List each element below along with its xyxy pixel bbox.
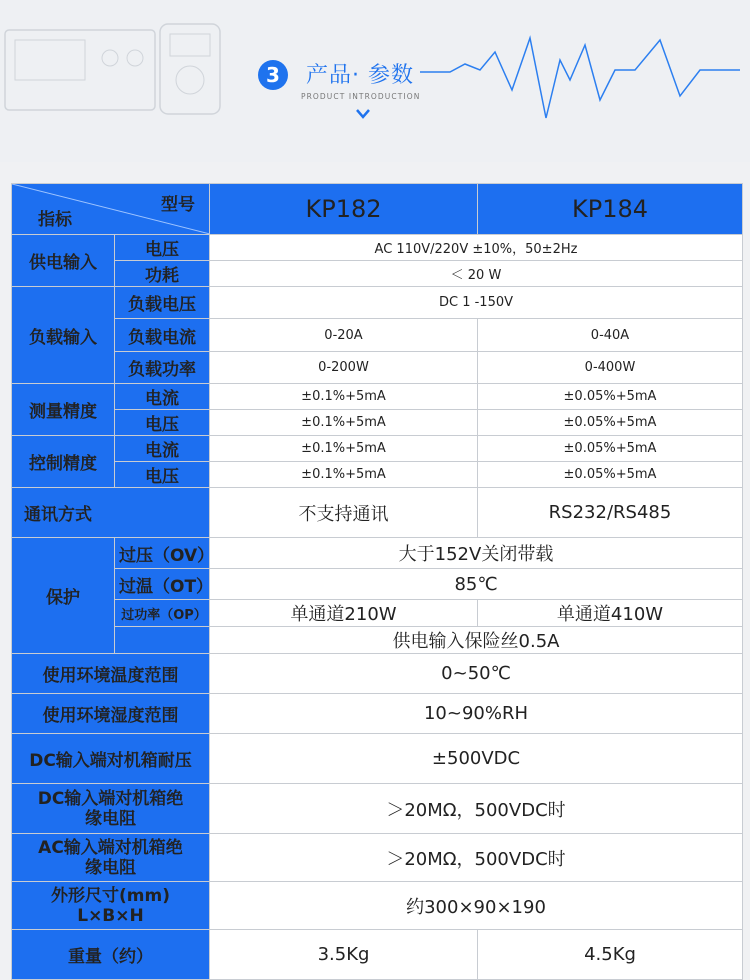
dimensions-label-line2: L×B×H	[77, 905, 144, 926]
communication-kp184: RS232/RS485	[478, 488, 743, 538]
dc-withstand-value: ±500VDC	[210, 734, 743, 784]
weight-kp182: 3.5Kg	[210, 930, 478, 980]
dc-withstand-label: DC输入端对机箱耐压	[12, 734, 210, 784]
dc-insulation-value: ＞20MΩ，500VDC时	[210, 784, 743, 834]
protection-op-kp184: 单通道410W	[478, 600, 743, 627]
section-number-badge: 3	[258, 60, 288, 90]
section-title: 产品· 参数	[306, 63, 414, 88]
load-voltage-value: DC 1 -150V	[210, 287, 743, 319]
load-power-kp184: 0-400W	[478, 352, 743, 384]
model-kp182: KP182	[210, 184, 478, 235]
dimensions-label-line1: 外形尺寸(mm)	[51, 885, 170, 906]
protection-ot-label: 过温（OT）	[115, 569, 210, 600]
protection-ov-value: 大于152V关闭带载	[210, 538, 743, 569]
ac-insulation-value: ＞20MΩ，500VDC时	[210, 834, 743, 882]
model-kp184: KP184	[478, 184, 743, 235]
control-current-kp184: ±0.05%+5mA	[478, 436, 743, 462]
power-input-label: 供电输入	[12, 235, 115, 287]
protection-fuse-spacer	[115, 627, 210, 654]
load-input-label: 负载输入	[12, 287, 115, 384]
model-header: 型号	[161, 195, 195, 215]
ac-insulation-label-line1: AC输入端对机箱绝	[38, 837, 183, 858]
ac-insulation-label-line2: 缘电阻	[85, 857, 136, 878]
communication-label: 通讯方式	[12, 488, 210, 538]
protection-ov-label: 过压（OV）	[115, 538, 210, 569]
device-illustration-icon	[0, 18, 250, 128]
load-power-label: 负载功率	[115, 352, 210, 384]
power-voltage-value: AC 110V/220V ±10%，50±2Hz	[210, 235, 743, 261]
control-voltage-kp184: ±0.05%+5mA	[478, 462, 743, 488]
humidity-range-value: 10~90%RH	[210, 694, 743, 734]
waveform-icon	[420, 30, 740, 130]
measure-current-label: 电流	[115, 384, 210, 410]
control-current-label: 电流	[115, 436, 210, 462]
control-voltage-label: 电压	[115, 462, 210, 488]
index-header: 指标	[38, 210, 72, 230]
measure-current-kp182: ±0.1%+5mA	[210, 384, 478, 410]
dimensions-label	[12, 882, 210, 930]
dimensions-value: 约300×90×190	[210, 882, 743, 930]
load-current-label: 负载电流	[115, 319, 210, 352]
protection-label: 保护	[12, 538, 115, 654]
dc-insulation-label-line2: 缘电阻	[85, 808, 136, 829]
dc-insulation-label	[12, 784, 210, 834]
measure-voltage-label: 电压	[115, 410, 210, 436]
load-current-kp182: 0-20A	[210, 319, 478, 352]
protection-ot-value: 85℃	[210, 569, 743, 600]
dc-insulation-label-line1: DC输入端对机箱绝	[37, 788, 184, 809]
power-consumption-value: ＜ 20 W	[210, 261, 743, 287]
ac-insulation-label	[12, 834, 210, 882]
spec-table	[11, 183, 743, 980]
temp-range-label: 使用环境温度范围	[12, 654, 210, 694]
protection-fuse-value: 供电输入保险丝0.5A	[210, 627, 743, 654]
protection-op-label: 过功率（OP）	[115, 600, 210, 627]
control-voltage-kp182: ±0.1%+5mA	[210, 462, 478, 488]
communication-kp182: 不支持通讯	[210, 488, 478, 538]
measure-voltage-kp184: ±0.05%+5mA	[478, 410, 743, 436]
load-power-kp182: 0-200W	[210, 352, 478, 384]
weight-kp184: 4.5Kg	[478, 930, 743, 980]
measure-accuracy-label: 测量精度	[12, 384, 115, 436]
humidity-range-label: 使用环境湿度范围	[12, 694, 210, 734]
load-current-kp184: 0-40A	[478, 319, 743, 352]
section-header	[0, 0, 750, 162]
load-voltage-label: 负载电压	[115, 287, 210, 319]
section-subtitle: PRODUCT INTRODUCTION	[301, 92, 421, 101]
control-current-kp182: ±0.1%+5mA	[210, 436, 478, 462]
table-corner-cell	[12, 184, 210, 235]
protection-op-kp182: 单通道210W	[210, 600, 478, 627]
measure-current-kp184: ±0.05%+5mA	[478, 384, 743, 410]
measure-voltage-kp182: ±0.1%+5mA	[210, 410, 478, 436]
power-consumption-label: 功耗	[115, 261, 210, 287]
temp-range-value: 0~50℃	[210, 654, 743, 694]
chevron-down-icon	[355, 108, 371, 120]
power-voltage-label: 电压	[115, 235, 210, 261]
weight-label: 重量（约）	[12, 930, 210, 980]
control-accuracy-label: 控制精度	[12, 436, 115, 488]
